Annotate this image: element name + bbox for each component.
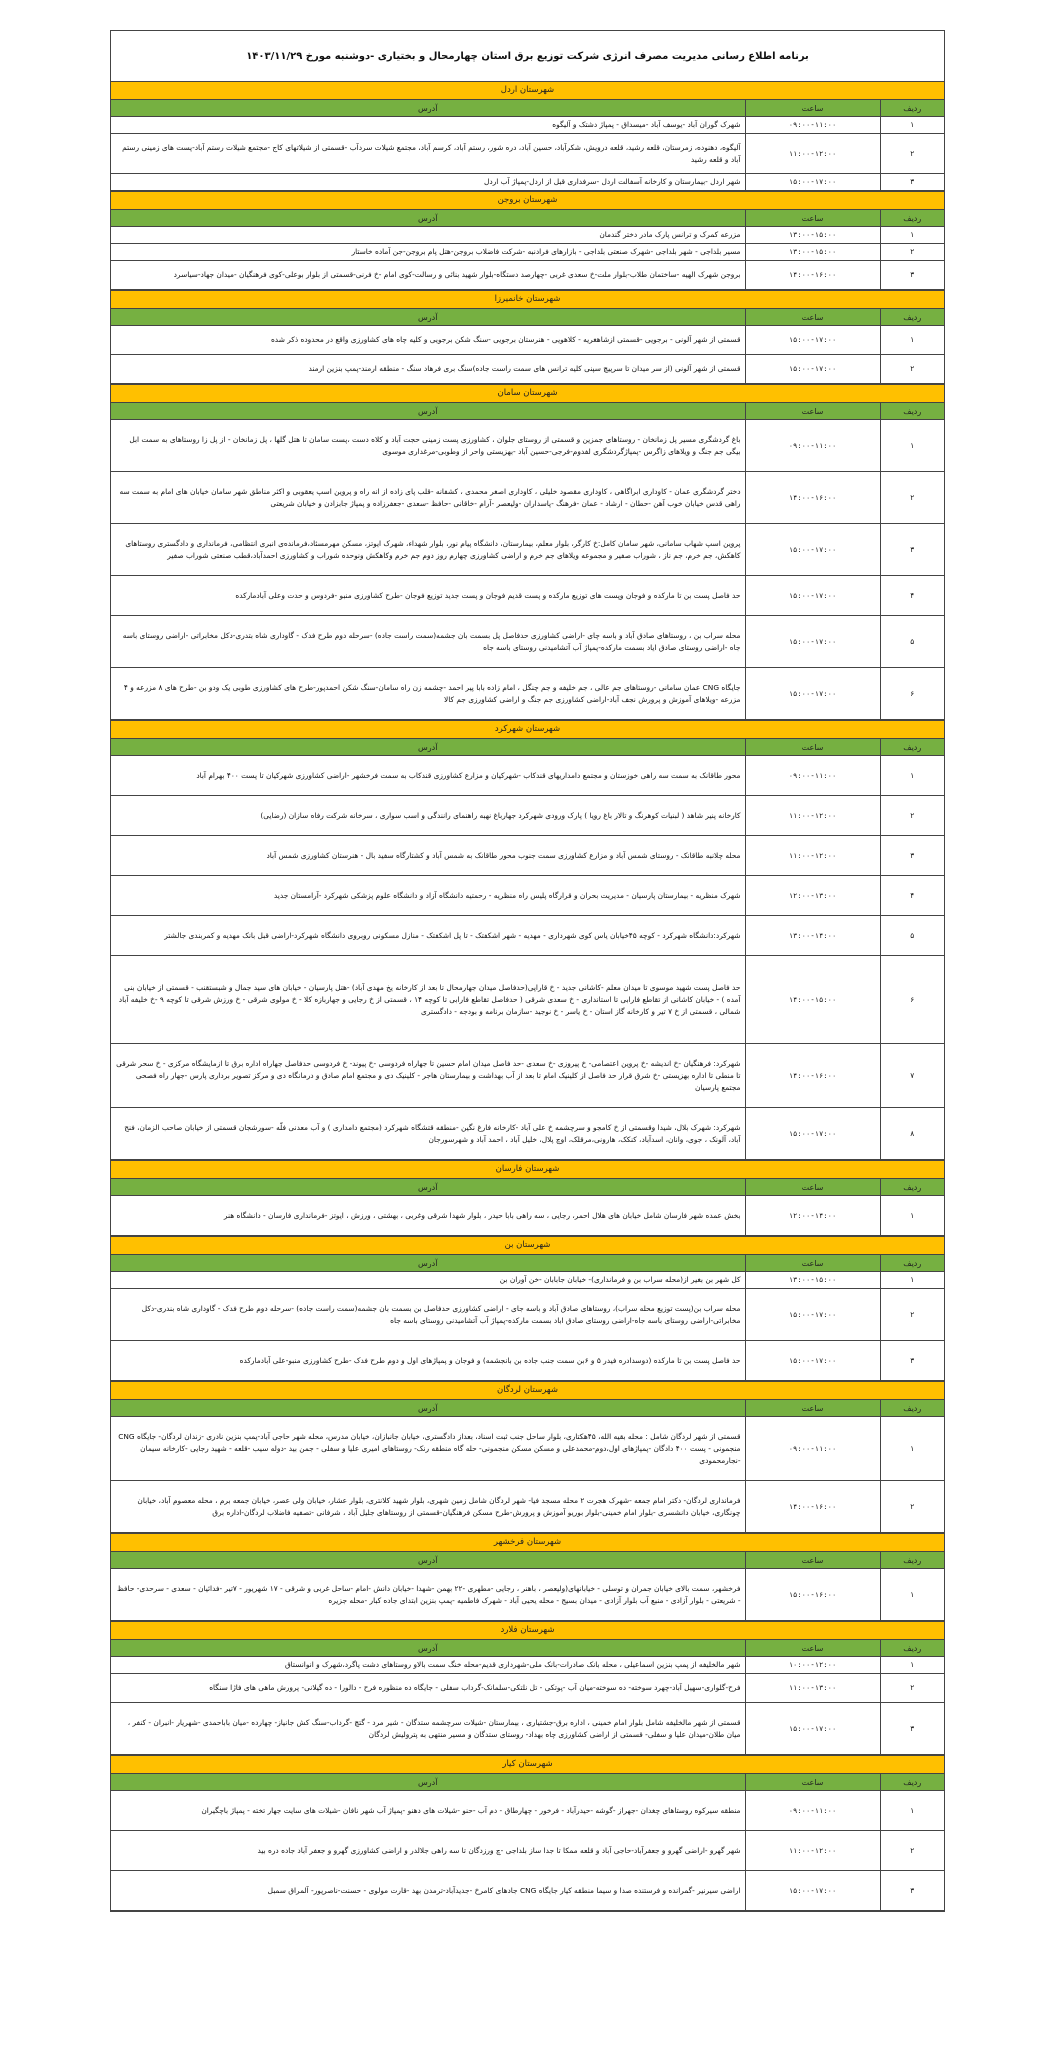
table-row	[111, 876, 944, 916]
table-row	[111, 1341, 944, 1381]
schedule-table	[111, 403, 944, 720]
table-row	[111, 836, 944, 876]
time-range: ۱۵:۰۰-۱۷:۰۰	[745, 1108, 880, 1160]
row-number: ۱	[880, 1196, 944, 1236]
address-cell: حد فاصل پست بن تا مارکده و فوجان وپست های توزیع مارکده و پست قدیم فوجان و پست جدید توزیع فوجان -طرح کشاورزی منبو -فردوس و حدت وعلی آبادمارکده	[111, 576, 745, 616]
address-cell: جایگاه CNG عمان سامانی -روستاهای جم عالی ، جم خلیفه و جم چنگل ، امام زاده بابا پیر احمد -چشمه زن راه سامان-سنگ شکن احمدپور-طرح های کشاورزی طوبی یک ودو بن -طرح های ۸ مزرعه و ۴ مزرعه -ویلاهای آموزش و پرورش نجف آباد-اراضی کشاورزی جم جنگ و اراضی کشاورزی جم کالا	[111, 668, 745, 720]
row-number: ۳	[880, 1341, 944, 1381]
table-row	[111, 261, 944, 290]
address-cell: کل شهر بن بغیر از(محله سراب بن و فرمانداری)- خیابان جابابان -خن آوران بن	[111, 1272, 745, 1289]
row-number: ۱	[880, 117, 944, 134]
time-range: ۱۳:۰۰-۱۵:۰۰	[745, 244, 880, 261]
time-range: ۰۹:۰۰-۱۱:۰۰	[745, 1791, 880, 1831]
header-address: آدرس	[111, 1774, 745, 1791]
table-row	[111, 1674, 944, 1703]
row-number: ۲	[880, 1674, 944, 1703]
header-row-number: ردیف	[880, 1179, 944, 1196]
address-cell: محله سراب بن(پست توزیع محله سراب)، روستاهای صادق آباد و باسه جای - اراضی کشاورزی حدفاصل بن بسمت بان جشمه(سمت راست جاده) -سرحله دوم طرح فدک - گاوداری شاه بندری-دکل مخابراتی-اراضی روستای باسه جاه-اراضی روستای صادق اباد بسمت مارکده-پمپاژ آب آتشامیدنی روستای باسه جاه	[111, 1289, 745, 1341]
table-row	[111, 956, 944, 1044]
row-number: ۴	[880, 576, 944, 616]
header-row-number: ردیف	[880, 1255, 944, 1272]
table-row	[111, 174, 944, 191]
row-number: ۱	[880, 1791, 944, 1831]
header-row-number: ردیف	[880, 309, 944, 326]
county-title: شهرستان فرخشهر	[111, 1534, 944, 1552]
address-cell: حد فاصل پست بن تا مارکده (دوسدادره فیدر ۵ و ۶بن سمت جنب جاده بن بانجشمه) و فوجان و پمپاژهای اول و دوم طرح فدک -طرح کشاورزی منبو-علی آبادمارکده	[111, 1341, 745, 1381]
county-section	[110, 720, 945, 1160]
table-row	[111, 1417, 944, 1481]
time-range: ۱۲:۰۰-۱۳:۰۰	[745, 876, 880, 916]
header-row	[111, 1640, 944, 1657]
address-cell: قسمتی از شهر آلونی - برجویی -قسمتی ازشاهغریه - کلاهویی - هنرستان برجویی -سنگ شکن برجویی و کلیه چاه های کشاورزی واقع در محدوده ذکر شده	[111, 326, 745, 355]
row-number: ۱	[880, 756, 944, 796]
row-number: ۲	[880, 134, 944, 174]
header-row-number: ردیف	[880, 403, 944, 420]
schedule-table	[111, 1255, 944, 1381]
row-number: ۵	[880, 616, 944, 668]
time-range: ۱۵:۰۰-۱۷:۰۰	[745, 1703, 880, 1755]
header-row	[111, 403, 944, 420]
row-number: ۲	[880, 355, 944, 384]
header-row	[111, 1255, 944, 1272]
table-row	[111, 1481, 944, 1533]
address-cell: شهر اردل -بیمارستان و کارخانه آسفالت اردل -سرفداری قبل از اردل-پمپاژ آب اردل	[111, 174, 745, 191]
county-title: شهرستان فلارد	[111, 1622, 944, 1640]
header-time: ساعت	[745, 309, 880, 326]
table-row	[111, 668, 944, 720]
header-row	[111, 210, 944, 227]
time-range: ۱۵:۰۰-۱۷:۰۰	[745, 616, 880, 668]
table-row	[111, 472, 944, 524]
address-cell: محله سراب بن ، روستاهای صادق آباد و باسه چای -اراضی کشاورزی حدفاصل پل بسمت بان جشمه(سمت راست جاده) -سرحله دوم طرح فدک - گاوداری شاه بتدری-دکل مخابراتی -اراضی روستای باسه جاه -اراضی روستای صادق ایاد بسمت مارکده-پمپاژ آب آتشامیدنی روستای باسه جاه	[111, 616, 745, 668]
table-row	[111, 1791, 944, 1831]
counties-container	[110, 81, 945, 1912]
table-row	[111, 756, 944, 796]
time-range: ۱۳:۰۰-۱۵:۰۰	[745, 1272, 880, 1289]
row-number: ۶	[880, 956, 944, 1044]
header-time: ساعت	[745, 1179, 880, 1196]
table-row	[111, 1044, 944, 1108]
row-number: ۳	[880, 174, 944, 191]
row-number: ۱	[880, 1417, 944, 1481]
header-address: آدرس	[111, 739, 745, 756]
address-cell: مسیر بلداجی - شهر بلداجی -شهرک صنعتی بلداجی - بازارهای فرادنبه -شرکت فاضلاب بروجن-هتل پام بروجن-جن آماده خاستار	[111, 244, 745, 261]
table-row	[111, 524, 944, 576]
row-number: ۳	[880, 1703, 944, 1755]
header-row	[111, 1552, 944, 1569]
header-row	[111, 100, 944, 117]
county-section	[110, 81, 945, 191]
time-range: ۱۵:۰۰-۱۷:۰۰	[745, 1341, 880, 1381]
address-cell: محله چلانبه طاقانک - روستای شمس آباد و مزارع کشاورزی سمت جنوب محور طاقانک به شمس آباد و کشتارگاه سفید بال - هنرستان کشاورزی شمس آباد	[111, 836, 745, 876]
header-time: ساعت	[745, 403, 880, 420]
address-cell: منطقه سیرکوه روستاهای چغدان -جهراز -گوشه -حیدرآباد - فرخور - چهارطاق - دم آب -حنو -شیلات های دهنو -پمپاژ آب شهر نافان -شیلات های سایت جهار تخته - پمپاژ باچگیران	[111, 1791, 745, 1831]
table-row	[111, 1196, 944, 1236]
time-range: ۱۱:۰۰-۱۲:۰۰	[745, 134, 880, 174]
time-range: ۱۱:۰۰-۱۲:۰۰	[745, 1831, 880, 1871]
header-row	[111, 309, 944, 326]
header-address: آدرس	[111, 1255, 745, 1272]
row-number: ۱	[880, 1569, 944, 1621]
address-cell: باغ گردشگری مسیر پل زمانخان - روستاهای جمزین و قسمتی از روستای جلوان ، کشاورزی پست زمینی حجت آباد و کلاه دست ،پست سامان تا هتل گلها ، پل زمانخان - از پل زا روستاهای به سمت ابل بیگی جم جنگ و ویلاهای زاگرس -پمپاژگردشگری لفدوم-فرجی-حسین آباد -بهزیستی واحر از وطوبی-مرغداری موسوی	[111, 420, 745, 472]
time-range: ۱۵:۰۰-۱۷:۰۰	[745, 668, 880, 720]
schedule-table	[111, 1774, 944, 1911]
time-range: ۱۰:۰۰-۱۲:۰۰	[745, 1657, 880, 1674]
schedule-table	[111, 1179, 944, 1236]
table-row	[111, 1569, 944, 1621]
address-cell: بخش عمده شهر فارسان شامل خیابان های هلال احمر، رجایی ، سه راهی بابا حیدر ، بلوار شهدا شرقی وغربی ، بهشتی ، ورزش ، ایوتز -فرمانداری فارسان - دانشگاه هنر	[111, 1196, 745, 1236]
county-section	[110, 1533, 945, 1621]
county-title: شهرستان بروجن	[111, 192, 944, 210]
header-time: ساعت	[745, 1552, 880, 1569]
county-title: شهرستان بن	[111, 1237, 944, 1255]
county-title: شهرستان لردگان	[111, 1382, 944, 1400]
row-number: ۵	[880, 916, 944, 956]
row-number: ۱	[880, 1272, 944, 1289]
header-time: ساعت	[745, 1400, 880, 1417]
address-cell: کارخانه پنیر شاهد ( لبنیات کوهرنگ و تالار باغ رویا ) پارک ورودی شهرکرد جهارباغ نهبه راهنمای رانندگی و اسب سواری ، سرخانه شرکت رفاه سازان (رضایی)	[111, 796, 745, 836]
header-time: ساعت	[745, 1255, 880, 1272]
address-cell: فرمانداری لردگان- دکتر امام جمعه -شهرک هجرت ۲ محله مسجد فیا- شهر لردگان شامل زمین شهری، بلوار شهید کلانتری، بلوار عشار، خیابان ولی عصر، خیابان جمعه برم ، محله معصوم آباد، خیابان چونگاری، خیابان دانشسری -بلوار امام خمینی-بلوار بوریو آموزش و پرورش-طرح مسکن فرهنگیان-قسمتی از روستاهای جلیل آباد ، شرفانی -تصفیه فاضلاب لردگان-اداره برق	[111, 1481, 745, 1533]
header-time: ساعت	[745, 100, 880, 117]
county-section	[110, 1160, 945, 1236]
time-range: ۱۵:۰۰-۱۷:۰۰	[745, 174, 880, 191]
county-title: شهرستان اردل	[111, 82, 944, 100]
time-range: ۱۳:۰۰-۱۵:۰۰	[745, 227, 880, 244]
county-section	[110, 1621, 945, 1755]
row-number: ۲	[880, 1831, 944, 1871]
table-row	[111, 326, 944, 355]
header-time: ساعت	[745, 210, 880, 227]
header-row-number: ردیف	[880, 1552, 944, 1569]
address-cell: شهرک گوران آباد -یوسف آباد -میسداق - پمپاژ دشتک و آلیگوه	[111, 117, 745, 134]
time-range: ۰۹:۰۰-۱۱:۰۰	[745, 117, 880, 134]
county-title: شهرستان فارسان	[111, 1161, 944, 1179]
header-address: آدرس	[111, 100, 745, 117]
row-number: ۳	[880, 524, 944, 576]
table-row	[111, 576, 944, 616]
header-address: آدرس	[111, 1400, 745, 1417]
header-row-number: ردیف	[880, 739, 944, 756]
time-range: ۱۴:۰۰-۱۵:۰۰	[745, 956, 880, 1044]
header-row-number: ردیف	[880, 1400, 944, 1417]
table-row	[111, 1289, 944, 1341]
county-section	[110, 1236, 945, 1381]
time-range: ۱۳:۰۰-۱۴:۰۰	[745, 916, 880, 956]
time-range: ۱۵:۰۰-۱۶:۰۰	[745, 1569, 880, 1621]
header-row	[111, 1774, 944, 1791]
row-number: ۲	[880, 796, 944, 836]
header-row-number: ردیف	[880, 1640, 944, 1657]
time-range: ۱۵:۰۰-۱۷:۰۰	[745, 576, 880, 616]
county-title: شهرستان کیار	[111, 1756, 944, 1774]
row-number: ۲	[880, 1289, 944, 1341]
address-cell: قسمتی از شهر آلونی (از سر میدان تا سرپیچ سپنی کلیه ترانس های سمت راست جاده)سنگ بری فرهاد سنگ - منطقه ارمند-پمپ بنزین ارمند	[111, 355, 745, 384]
time-range: ۱۴:۰۰-۱۶:۰۰	[745, 1481, 880, 1533]
time-range: ۱۱:۰۰-۱۳:۰۰	[745, 1674, 880, 1703]
county-section	[110, 290, 945, 384]
schedule-table	[111, 309, 944, 384]
time-range: ۰۹:۰۰-۱۱:۰۰	[745, 1417, 880, 1481]
table-row	[111, 916, 944, 956]
row-number: ۳	[880, 836, 944, 876]
time-range: ۱۵:۰۰-۱۷:۰۰	[745, 355, 880, 384]
header-time: ساعت	[745, 1640, 880, 1657]
table-row	[111, 616, 944, 668]
header-address: آدرس	[111, 309, 745, 326]
address-cell: قسمتی از شهر مالخلیفه شامل بلوار امام خمینی ، اداره برق-جشتیاری ، بیمارستان -شیلات سرچشمه ستدگان - شیر مرد - گتچ -گرداب-سنگ کش جانیاز- چهارده -میان باباحمدی -شهریار -انبران - کنفر ، میان طلان-میدان علیا و سفلی- قسمتی از اراضی کشاورزی چاه بهداد- روستای ستدگان و مسیر منتهی به پترولیش لردگان	[111, 1703, 745, 1755]
table-row	[111, 244, 944, 261]
address-cell: اراضی سیرنیر -گمرانده و فرستنده صدا و سیما منطقه کیار جایگاه CNG جادهای کامرخ -جدیدآباد-ترمدن بهد -قارت مولوی - حسنت-ناصرپور- آلمراق سمبل	[111, 1871, 745, 1911]
county-section	[110, 384, 945, 720]
address-cell: فرخشهر، سمت بالای خیابان جمران و توسلی - خیابانهای(ولیعصر ، باهنر ، رجایی -مطهری -۲۲ بهمن -شهدا -خیابان دانش -امام -ساحل غربی و شرقی - ۱۷ شهریور - ۷تیر -فدائیان - سعدی - سرحدی- حافظ - شریعتی - بلوار آزادی - منبع آب بلوار آزادی - میدان بسیج - محله یحیی آباد - شهرک فاطمیه -پمپ بنزین ابتدای جاده کبار -محله جزیره	[111, 1569, 745, 1621]
header-address: آدرس	[111, 403, 745, 420]
table-row	[111, 1108, 944, 1160]
header-row-number: ردیف	[880, 1774, 944, 1791]
schedule-table	[111, 1552, 944, 1621]
time-range: ۰۹:۰۰-۱۱:۰۰	[745, 756, 880, 796]
header-row-number: ردیف	[880, 210, 944, 227]
address-cell: آلیگوه، دهنوده، زمرستان، قلعه رشید، قلعه درویش، شکرآباد، حسین آباد، دره شور، رستم آباد، کرسم آباد، مجتمع شیلات سردآب -قسمتی از شیلاتهای کاج -مجتمع شیلات رستم آباد-پست های زمینی رستم آباد و قلعه رشید	[111, 134, 745, 174]
table-row	[111, 134, 944, 174]
address-cell: حد فاصل پست شهید موسوی تا میدان معلم -کاشانی جدید - خ قاراپی(حدفاصل میدان جهارمحال تا بعد از کارخانه یخ مهدی آباد) -هتل پارسیان - خیابان های سید جمال و شبستقنب - قسمتی از خیابان بنی آمده ) - خیابان کاشانی از تقاطع فارابی تا استانداری - خ سعدی شرقی ( حدفاصل تقاطع فارابی تا کوچه ۱۴ ، قسمتی از خ رجایی و جهاربازه کلا - خ مولوی شرقی - خ ورزش شرقی تا کوچه ۹ -خ خلیفه آباد شمالی ، قسمتی از خ ۷ تیر و کارخانه گاز استان - خ یاسر - خ نوجید -سازمان برنامه و بودجه - دادگستری	[111, 956, 745, 1044]
row-number: ۴	[880, 876, 944, 916]
row-number: ۱	[880, 227, 944, 244]
county-title: شهرستان شهرکرد	[111, 721, 944, 739]
row-number: ۳	[880, 261, 944, 290]
table-row	[111, 1272, 944, 1289]
address-cell: پروین اسپ شهاب سامانی، شهر سامان کامل:خ کارگر، بلوار معلم، بیمارستان، دانشگاه پیام نور، بلوار شهداء، شهرک ایوتز، مسکن مهرمسئاد،فرمانده‌ی انبری انتظامی، فرمانداری و دادگستری روستاهای کاهکش، جم خرم، جم ناز ، شوراب صفیر و مجموعه ویلاهای جم خرم و اراضی کشاورزی چهارم روز دوم جم خرم وکاهکش ونوحده شوراب و کشاورزی احمدآباد،قطب صنعتی شوراب صفیر	[111, 524, 745, 576]
county-section	[110, 1381, 945, 1533]
header-time: ساعت	[745, 739, 880, 756]
page-title: برنامه اطلاع رسانی مدیریت مصرف انرژی شرکت توزیع برق استان چهارمحال و بختیاری -دوشنبه مورخ ۱۴۰۳/۱۱/۲۹	[110, 30, 945, 81]
time-range: ۱۴:۰۰-۱۶:۰۰	[745, 261, 880, 290]
address-cell: مزرعه کمرک و ترانس پارک مادر دختر گندمان	[111, 227, 745, 244]
header-address: آدرس	[111, 1552, 745, 1569]
row-number: ۳	[880, 1871, 944, 1911]
address-cell: شهرکرد: فرهنگیان -خ اندیشه -خ پروین اعتصامی- خ پیروزی -خ سعدی -حد فاصل میدان امام حسین تا جهاراه فردوسی -خ پیوند- خ فردوسی حدفاصل جهاراه اداره برق تا ازمایشگاه مرکزی - خ سحر شرقی تا منطی تا اداره بهزیستی -خ شرق قرار حد فاصل از کلینیک امام تا بعد از آب بهداشت و بیمارستان هاجر - کلینیک دی و مجتمع امام صادق و درمانگاه دی و مرکز تصویر برداری پارس -جهار راه فصحی مجتمع پارسیان	[111, 1044, 745, 1108]
row-number: ۲	[880, 472, 944, 524]
row-number: ۷	[880, 1044, 944, 1108]
schedule-table	[111, 100, 944, 191]
table-row	[111, 117, 944, 134]
header-address: آدرس	[111, 210, 745, 227]
schedule-table	[111, 210, 944, 290]
table-row	[111, 1871, 944, 1911]
schedule-table	[111, 739, 944, 1160]
header-row	[111, 1179, 944, 1196]
table-row	[111, 1703, 944, 1755]
row-number: ۲	[880, 244, 944, 261]
header-row	[111, 1400, 944, 1417]
power-outage-schedule	[110, 30, 945, 1912]
table-row	[111, 1657, 944, 1674]
address-cell: شهرک منظریه - بیمارستان پارسیان - مدیریت بحران و قرارگاه پلیس راه منظریه - رحمتیه دانشگاه آزاد و دانشگاه علوم پزشکی شهرکرد -آرامستان جدید	[111, 876, 745, 916]
header-row	[111, 739, 944, 756]
header-time: ساعت	[745, 1774, 880, 1791]
address-cell: شهر مالخلیفه از پمپ بنزین اسماعیلی ، محله بانک صادرات-بانک ملی-شهرداری قدیم-محله خنگ سمت بالاو روستاهای دشت پاگرد،شهرک و انوانستاق	[111, 1657, 745, 1674]
time-range: ۱۵:۰۰-۱۷:۰۰	[745, 326, 880, 355]
schedule-table	[111, 1400, 944, 1533]
time-range: ۱۵:۰۰-۱۷:۰۰	[745, 1289, 880, 1341]
row-number: ۱	[880, 420, 944, 472]
schedule-table	[111, 1640, 944, 1755]
row-number: ۱	[880, 1657, 944, 1674]
table-row	[111, 796, 944, 836]
time-range: ۱۴:۰۰-۱۶:۰۰	[745, 1044, 880, 1108]
county-title: شهرستان سامان	[111, 385, 944, 403]
table-row	[111, 355, 944, 384]
county-section	[110, 1755, 945, 1912]
header-address: آدرس	[111, 1179, 745, 1196]
address-cell: بروجن شهرک الهیه -ساختمان طلاب-بلوار ملت-خ سعدی غربی -چهارصد دستگاه-بلوار شهید بنائی و رسالت-کوی امام -خ فرنی-قسمتی از بلوار بوعلی-کوی فرهنگیان -میدان جهاد-سیاسرد	[111, 261, 745, 290]
address-cell: قسمتی از شهر لردگان شامل : محله بقیه الله، ۴۵هکتاری، بلوار ساحل جنب ثبت اسناد، بعداز دادگستری، خیابان جانبازان، خیابان مدرس، محله شهر حاجی آباد-پمپ بنزین نادری -زندان لردگان- جایگاه CNG منجمونی - پست ۴۰۰ دادگان -پمپاژهای اول،دوم-محمدعلی و مسکن مسکن منجمونی- حله گاه منطقه رنک- روستاهای امیری علیا و سفلی - جمن بید -دوله سیب -قلعه - شهید رجایی -کارخانه سیمان -نجارمحمودی	[111, 1417, 745, 1481]
address-cell: دختر گردشگری عمان - کاوداری ابراگاهی ، کاوداری مقصود خلیلی ، کاوداری اصغر محمدی ، کشفانه -قلب پای زاده از انه راه و پروین اسپ یعقوبی و اکثر مناطق شهر سامان خیابان های امام به سمت سه راهی قدس خیابان خوب آهن -حطان - ارشاد - عمان -فرهنگ -پاسداران -ولیعصر -آرام -خاقانی -حافظ -سعدی -جعفرزاده و پمپاژ جابزادن و خیابان شریعتی	[111, 472, 745, 524]
table-row	[111, 420, 944, 472]
county-title: شهرستان خانمیرزا	[111, 291, 944, 309]
time-range: ۰۹:۰۰-۱۱:۰۰	[745, 420, 880, 472]
table-row	[111, 1831, 944, 1871]
row-number: ۶	[880, 668, 944, 720]
header-row-number: ردیف	[880, 100, 944, 117]
time-range: ۱۵:۰۰-۱۷:۰۰	[745, 524, 880, 576]
address-cell: شهرکرد: شهرک بلال، شیدا وقسمتی از خ کامجو و سرچشمه خ علی آباد -کارخانه فارغ نگین -منطقه قتشگاه شهرکرد (مجتمع دامداری ) و آب معدنی فلّه -سورشجان قسمتی از خیابان صاحب الزمان، فنج آباد، آلونک ، جوی، وانان، اسدآباد، کنکک، هارونی،مرقلک، اوچ پلال، خلیل آباد ، احمد آباد و شهرسورجان	[111, 1108, 745, 1160]
address-cell: فرح-گلواری-سهیل آباد-چهرد سوخته- ده سوخته-میان آب -پوتکی - تل نلتکی-سلمانک-گرداب سفلی - جایگاه ده منظوره فرح - دالورا - ده گیلانی- پرورش ماهی های فاژا سنگاه	[111, 1674, 745, 1703]
row-number: ۸	[880, 1108, 944, 1160]
address-cell: شهرکرد:دانشگاه شهرکرد - کوچه ۴۵خیابان یاس کوی شهرداری - مهدیه - شهر اشکفتک - تا پل اشکفتک - منازل مسکونی روبروی دانشگاه شهرکرد-اراضی قبل بانک مهدیه و کمربندی جالشتر	[111, 916, 745, 956]
time-range: ۱۲:۰۰-۱۴:۰۰	[745, 1196, 880, 1236]
time-range: ۱۱:۰۰-۱۲:۰۰	[745, 836, 880, 876]
header-address: آدرس	[111, 1640, 745, 1657]
table-row	[111, 227, 944, 244]
time-range: ۱۵:۰۰-۱۷:۰۰	[745, 1871, 880, 1911]
county-section	[110, 191, 945, 290]
address-cell: محور طاقانک به سمت سه راهی خوزستان و مجتمع دامداریهای قندکاب -شهرکیان و مزارع کشاورزی قندکاب به سمت فرخشهر -اراضی کشاورزی شهرکیان تا پست ۴۰۰ بهرام آباد	[111, 756, 745, 796]
time-range: ۱۴:۰۰-۱۶:۰۰	[745, 472, 880, 524]
time-range: ۱۱:۰۰-۱۲:۰۰	[745, 796, 880, 836]
address-cell: شهر گهرو -اراضی گهرو و جعفرآباد-حاجی آباد و قلعه ممکا تا جدا ساز بلداجی -چ ورزدگان تا سه راهی جلالدر و اراضی کشاورزی گهرو و جعفر آباد جاده دره بید	[111, 1831, 745, 1871]
row-number: ۱	[880, 326, 944, 355]
row-number: ۲	[880, 1481, 944, 1533]
